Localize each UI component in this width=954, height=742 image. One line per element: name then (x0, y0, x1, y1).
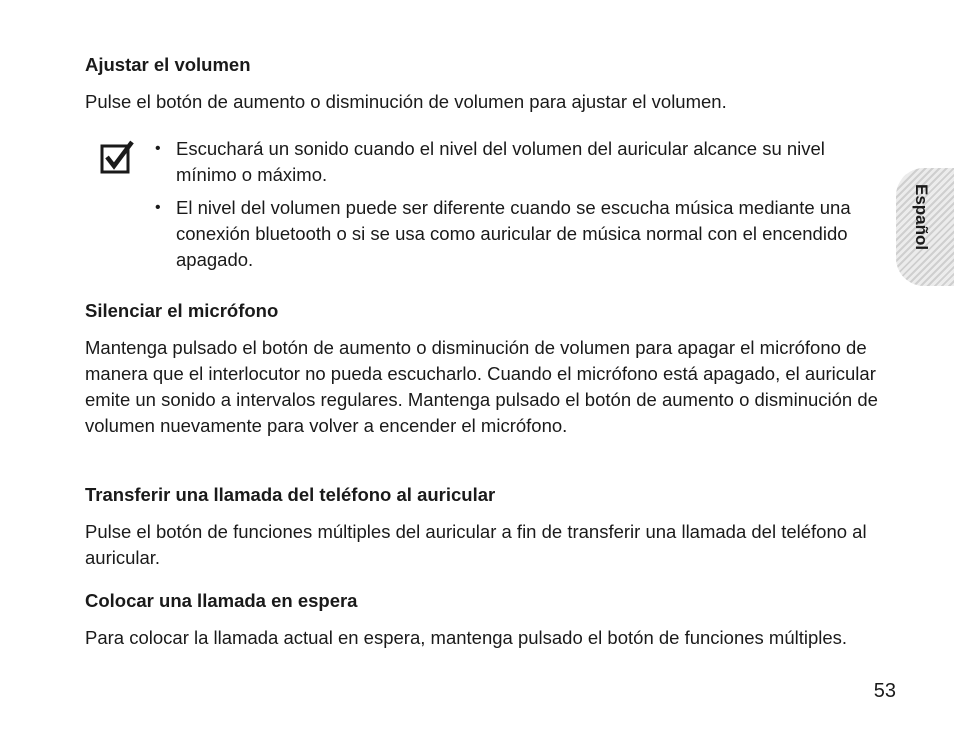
hold-paragraph: Para colocar la llamada actual en espera, mantenga pulsado el botón de funciones múltiples. (85, 627, 848, 648)
note-list (155, 136, 855, 280)
mute-paragraph: Mantenga pulsado el botón de aumento o disminución de volumen para apagar el micrófono de manera que el interlocutor no pueda escucharlo. Cuando el micrófono está apagado, el auricular emite un sonido a intervalos regulares. Mantenga pulsado el botón de aumento o disminución de volumen nuevamente para volver a encender el micrófono. (85, 337, 878, 436)
language-side-tab-label: Español (912, 184, 931, 251)
section-title-mute: Silenciar el micrófono (85, 300, 279, 321)
note-item: • El nivel del volumen puede ser diferente cuando se escucha música mediante una conexión bluetooth o si se usa como auricular de música normal con el encendido apagado. (155, 195, 855, 273)
section-title-transfer: Transferir una llamada del teléfono al auricular (85, 484, 496, 505)
section-title-volume: Ajustar el volumen (85, 54, 251, 75)
page-number: 53 (873, 680, 896, 702)
transfer-paragraph: Pulse el botón de funciones múltiples del auricular a fin de transferir una llamada del teléfono al auricular. (85, 521, 867, 568)
volume-paragraph: Pulse el botón de aumento o disminución de volumen para ajustar el volumen. (85, 91, 727, 112)
section-title-hold: Colocar una llamada en espera (85, 590, 358, 611)
checkbox-checked-icon (100, 140, 134, 174)
note-item: • Escuchará un sonido cuando el nivel del volumen del auricular alcance su nivel mínimo o máximo. (155, 136, 855, 188)
